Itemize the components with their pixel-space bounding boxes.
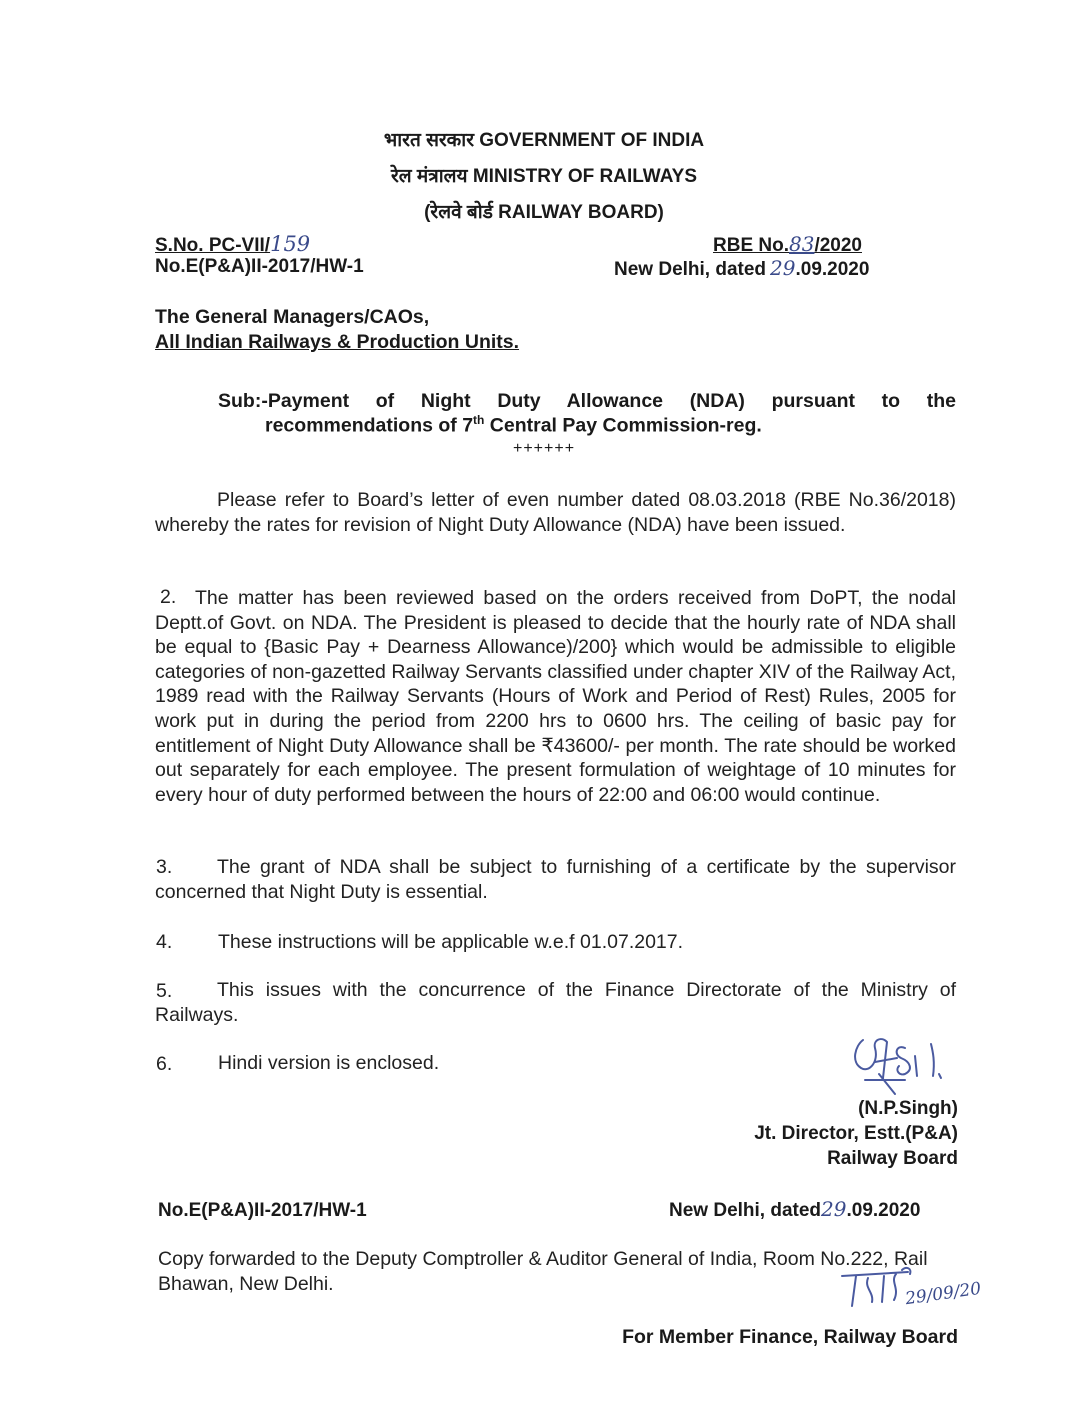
paragraph-3-number: 3. [156, 856, 173, 878]
paragraph-2: The matter has been reviewed based on the orders received from DoPT, the nodal Deptt.of Govt. on NDA. The President is pleased to decide that the hourly rate of NDA shall be equal to {Basic Pay + Dearness Allowance)/200} which would be admissible to eligible categories of non-gazetted Railway Servants classified under chapter XIV of the Railway Act, 1989 read with the Railway Servants (Hours of Work and Period of Rest) Rules, 2005 for work put in during the period from 2200 hrs to 0600 hrs. The ceiling of basic pay for entitlement of Night Duty Allowance shall be ₹43600/- per month. The rate should be worked out separately for each employee. The present formulation of weightage of 10 minutes for every hour of duty performed between the hours of 22:00 and 06:00 would continue. [155, 587, 957, 806]
handwritten-copy-date: 29/09/20 [903, 1278, 983, 1310]
paragraph-3: The grant of NDA shall be subject to furnishing of a certificate by the supervisor concerned that Night Duty is essential. [155, 856, 956, 903]
serial-number: S.No. PC-VII/159 [155, 232, 311, 256]
paragraph-4-number: 4. [156, 931, 173, 953]
copy-file-number: No.E(P&A)II-2017/HW-1 [158, 1200, 367, 1221]
paragraph-6: Hindi version is enclosed. [218, 1052, 440, 1074]
file-number: No.E(P&A)II-2017/HW-1 [155, 256, 364, 277]
paragraph-5: This issues with the concurrence of the Finance Directorate of the Ministry of Railways. [155, 979, 956, 1026]
subject-line-1: Sub:-Payment of Night Duty Allowance (NDA) pursuant to the [218, 390, 956, 412]
copy-forwarded-text: Copy forwarded to the Deputy Comptroller & Auditor General of India, Room No.222, Rail Bhawan, New Delhi. [158, 1248, 928, 1295]
handwritten-copy-day: 29 [821, 1197, 847, 1221]
handwritten-day: 29 [770, 256, 796, 280]
signatory-organisation: Railway Board [827, 1148, 958, 1169]
signatory-name: (N.P.Singh) [858, 1098, 958, 1119]
paragraph-5-number: 5. [156, 980, 173, 1002]
addressee-line-1: The General Managers/CAOs, [155, 306, 430, 328]
addressee-line-2: All Indian Railways & Production Units. [155, 331, 520, 353]
rbe-number: RBE No.83/2020 [713, 232, 862, 256]
header-line-ministry: रेल मंत्रालय MINISTRY OF RAILWAYS [390, 166, 698, 187]
subject-separator: ++++++ [512, 440, 576, 457]
handwritten-rbe-number: 83 [789, 232, 815, 256]
paragraph-6-number: 6. [156, 1053, 173, 1075]
signatory-designation: Jt. Director, Estt.(P&A) [754, 1123, 958, 1144]
copy-date: New Delhi, dated29.09.2020 [669, 1197, 921, 1221]
header-line-government: भारत सरकार GOVERNMENT OF INDIA [383, 130, 705, 151]
handwritten-serial: 159 [270, 232, 311, 256]
paragraph-2-number: 2. [160, 586, 177, 608]
paragraph-4: These instructions will be applicable w.e.f 01.07.2017. [218, 931, 684, 953]
subject-line-2: recommendations of 7th Central Pay Commission-reg. [265, 413, 762, 437]
closing-line: For Member Finance, Railway Board [622, 1326, 958, 1348]
paragraph-1: Please refer to Board’s letter of even number dated 08.03.2018 (RBE No.36/2018) whereby the rates for revision of Night Duty Allowance (NDA) have been issued. [155, 489, 956, 536]
header-line-board: (रेलवे बोर्ड RAILWAY BOARD) [424, 202, 664, 223]
issue-date: New Delhi, dated 29.09.2020 [614, 256, 870, 280]
